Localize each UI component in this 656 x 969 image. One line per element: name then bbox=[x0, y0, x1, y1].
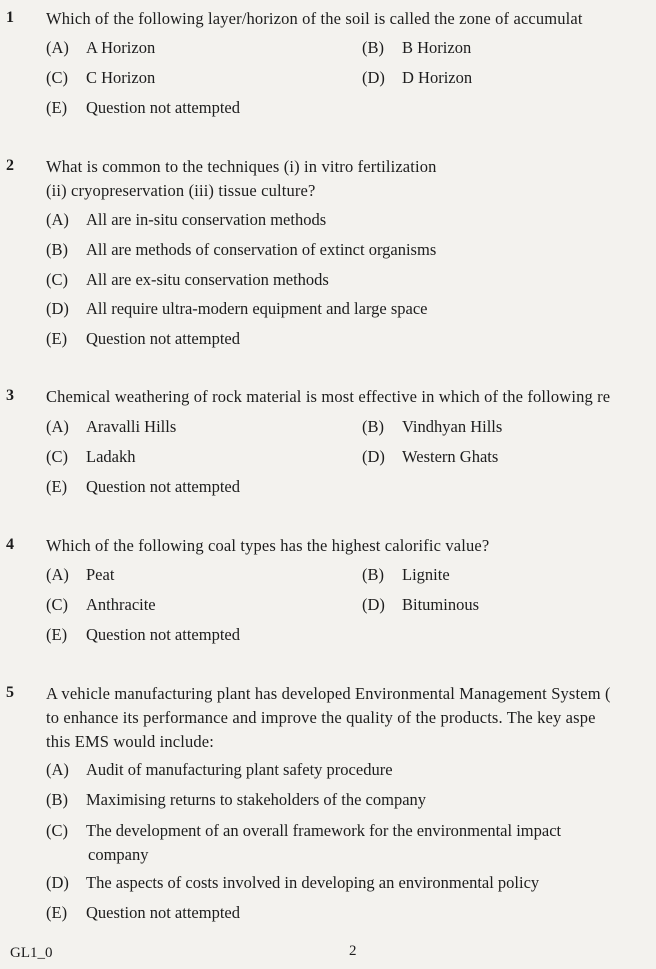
option-label: (E) bbox=[46, 477, 68, 496]
question-stem: Chemical weathering of rock material is most effective in which of the following re bbox=[46, 387, 611, 406]
option-label: (D) bbox=[46, 299, 69, 318]
option-label: (C) bbox=[46, 447, 68, 466]
option-text: Peat bbox=[86, 565, 115, 584]
option-a bbox=[46, 565, 114, 585]
option-text: Ladakh bbox=[86, 447, 136, 466]
option-label: (D) bbox=[362, 447, 385, 466]
option-label: (D) bbox=[362, 68, 385, 87]
question-number: 5 bbox=[6, 684, 14, 701]
question-number: 2 bbox=[6, 157, 14, 174]
question-stem: Which of the following coal types has the highest calorific value? bbox=[46, 536, 490, 555]
option-label: (E) bbox=[46, 625, 68, 644]
option-label: (B) bbox=[46, 790, 68, 809]
option-text: Western Ghats bbox=[402, 447, 499, 466]
option-d bbox=[362, 595, 479, 615]
option-text: All require ultra-modern equipment and large space bbox=[86, 299, 428, 318]
option-label: (D) bbox=[46, 873, 69, 892]
option-d bbox=[46, 873, 539, 893]
option-a bbox=[46, 417, 176, 437]
option-e bbox=[46, 477, 240, 497]
option-text: Bituminous bbox=[402, 595, 480, 614]
option-label: (B) bbox=[362, 38, 384, 57]
option-label: (A) bbox=[46, 417, 69, 436]
option-text: Question not attempted bbox=[86, 329, 240, 348]
option-e bbox=[46, 329, 240, 349]
option-c bbox=[46, 447, 135, 467]
option-text: All are methods of conservation of extinct organisms bbox=[86, 240, 437, 259]
option-text: C Horizon bbox=[86, 68, 156, 87]
option-label: (C) bbox=[46, 270, 68, 289]
option-label: (A) bbox=[46, 210, 69, 229]
option-text: Question not attempted bbox=[86, 903, 240, 922]
option-b bbox=[362, 417, 502, 437]
option-c-continuation bbox=[88, 845, 148, 865]
option-text: Anthracite bbox=[86, 595, 156, 614]
option-label: (A) bbox=[46, 38, 69, 57]
option-text: The aspects of costs involved in developing an environmental policy bbox=[86, 873, 540, 892]
option-label: (C) bbox=[46, 821, 68, 840]
option-text: Vindhyan Hills bbox=[402, 417, 503, 436]
option-text: Question not attempted bbox=[86, 625, 240, 644]
option-text: The development of an overall framework for the environmental impact bbox=[86, 821, 562, 840]
option-text: Question not attempted bbox=[86, 98, 240, 117]
option-text: Maximising returns to stakeholders of the company bbox=[86, 790, 427, 809]
option-text: D Horizon bbox=[402, 68, 473, 87]
question-stem-line-1: What is common to the techniques (i) in vitro fertilization bbox=[46, 157, 437, 176]
option-label: (C) bbox=[46, 595, 68, 614]
option-text: B Horizon bbox=[402, 38, 472, 57]
option-a bbox=[46, 210, 326, 230]
question-stem-line-2: (ii) cryopreservation (iii) tissue culture? bbox=[46, 181, 316, 200]
option-c bbox=[46, 821, 561, 841]
option-e bbox=[46, 625, 240, 645]
booklet-code: GL1_0 bbox=[10, 945, 53, 961]
option-label: (A) bbox=[46, 760, 69, 779]
question-stem-line-1: A vehicle manufacturing plant has developed Environmental Management System ( bbox=[46, 684, 611, 703]
option-c bbox=[46, 68, 155, 88]
option-label: (A) bbox=[46, 565, 69, 584]
option-d bbox=[46, 299, 427, 319]
option-label: (D) bbox=[362, 595, 385, 614]
question-number: 3 bbox=[6, 387, 14, 404]
option-label: (E) bbox=[46, 329, 68, 348]
option-label: (B) bbox=[362, 417, 384, 436]
option-b bbox=[46, 240, 436, 260]
question-stem: Which of the following layer/horizon of the soil is called the zone of accumulat bbox=[46, 9, 583, 28]
option-text: Audit of manufacturing plant safety procedure bbox=[86, 760, 393, 779]
option-text: Question not attempted bbox=[86, 477, 240, 496]
option-c bbox=[46, 270, 329, 290]
question-stem-line-2: to enhance its performance and improve the quality of the products. The key aspe bbox=[46, 708, 596, 727]
option-a bbox=[46, 760, 393, 780]
option-b bbox=[362, 38, 471, 58]
option-e bbox=[46, 903, 240, 923]
option-text: Lignite bbox=[402, 565, 450, 584]
option-label: (E) bbox=[46, 903, 68, 922]
option-text: company bbox=[88, 845, 149, 864]
page-number: 2 bbox=[349, 943, 357, 959]
option-text: All are in-situ conservation methods bbox=[86, 210, 327, 229]
question-number: 1 bbox=[6, 9, 14, 26]
option-b bbox=[362, 565, 450, 585]
option-d bbox=[362, 68, 472, 88]
option-label: (C) bbox=[46, 68, 68, 87]
option-b bbox=[46, 790, 426, 810]
option-c bbox=[46, 595, 156, 615]
option-e bbox=[46, 98, 240, 118]
option-label: (B) bbox=[362, 565, 384, 584]
option-d bbox=[362, 447, 498, 467]
option-a bbox=[46, 38, 155, 58]
option-text: All are ex-situ conservation methods bbox=[86, 270, 329, 289]
option-label: (E) bbox=[46, 98, 68, 117]
option-text: Aravalli Hills bbox=[86, 417, 177, 436]
question-stem-line-3: this EMS would include: bbox=[46, 732, 214, 751]
question-number: 4 bbox=[6, 536, 14, 553]
option-label: (B) bbox=[46, 240, 68, 259]
option-text: A Horizon bbox=[86, 38, 156, 57]
